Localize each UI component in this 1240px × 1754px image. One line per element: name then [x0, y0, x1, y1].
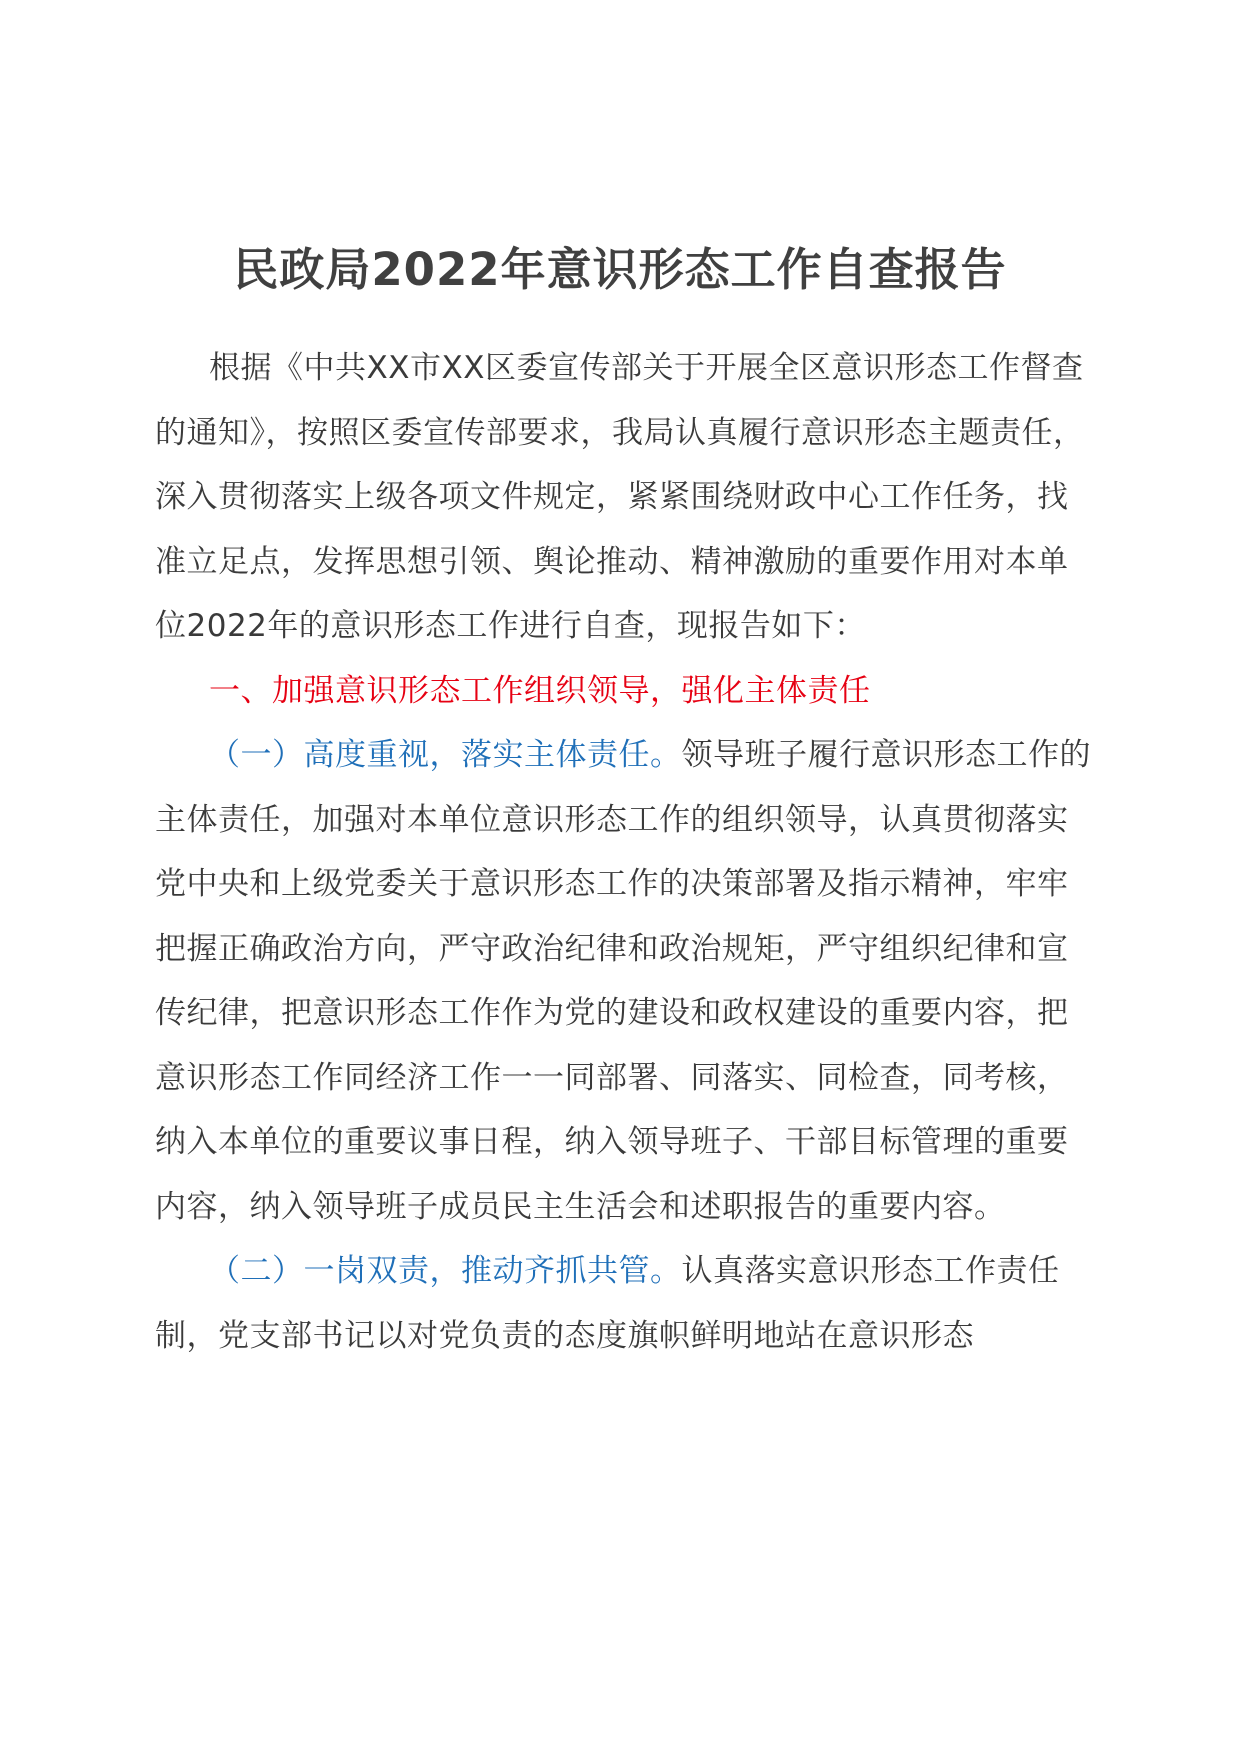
section-heading-1: 一、加强意识形态工作组织领导，强化主体责任	[209, 672, 871, 709]
intro-paragraph: 根据《中共XX市XX区委宣传部关于开展全区意识形态工作督查的通知》，按照区委宣传部要求，我局认真履行意识形态主题责任，深入贯彻落实上级各项文件规定，紧紧围绕财政中心工作任务，找准立足点，发挥思想引领、舆论推动、精神激励的重要作用对本单位2022年的意识形态工作进行自查，现报告如下：	[155, 350, 1085, 644]
subsection-body-1: 领导班子履行意识形态工作的主体责任，加强对本单位意识形态工作的组织领导，认真贯彻落实党中央和上级党委关于意识形态工作的决策部署及指示精神，牢牢把握正确政治方向，严守政治纪律和政治规矩，严守组织纪律和宣传纪律，把意识形态工作作为党的建设和政权建设的重要内容，把意识形态工作同经济工作一一同部署、同落实、同检查，同考核，纳入本单位的重要议事日程，纳入领导班子、干部目标管理的重要内容，纳入领导班子成员民主生活会和述职报告的重要内容。	[155, 737, 1091, 1225]
subsection-2-paragraph	[155, 1239, 1095, 1368]
document-title: 民政局2022年意识形态工作自查报告	[233, 243, 1007, 296]
subsection-heading-1: （一）高度重视，落实主体责任。	[209, 737, 682, 773]
subsection-1-paragraph	[155, 723, 1095, 1239]
subsection-heading-2: （二）一岗双责，推动齐抓共管。	[209, 1253, 682, 1289]
document-body	[155, 336, 1095, 1368]
subsection-body-2: 认真落实意识形态工作责任制，党支部书记以对党负责的态度旗帜鲜明地站在意识形态	[155, 1253, 1060, 1354]
